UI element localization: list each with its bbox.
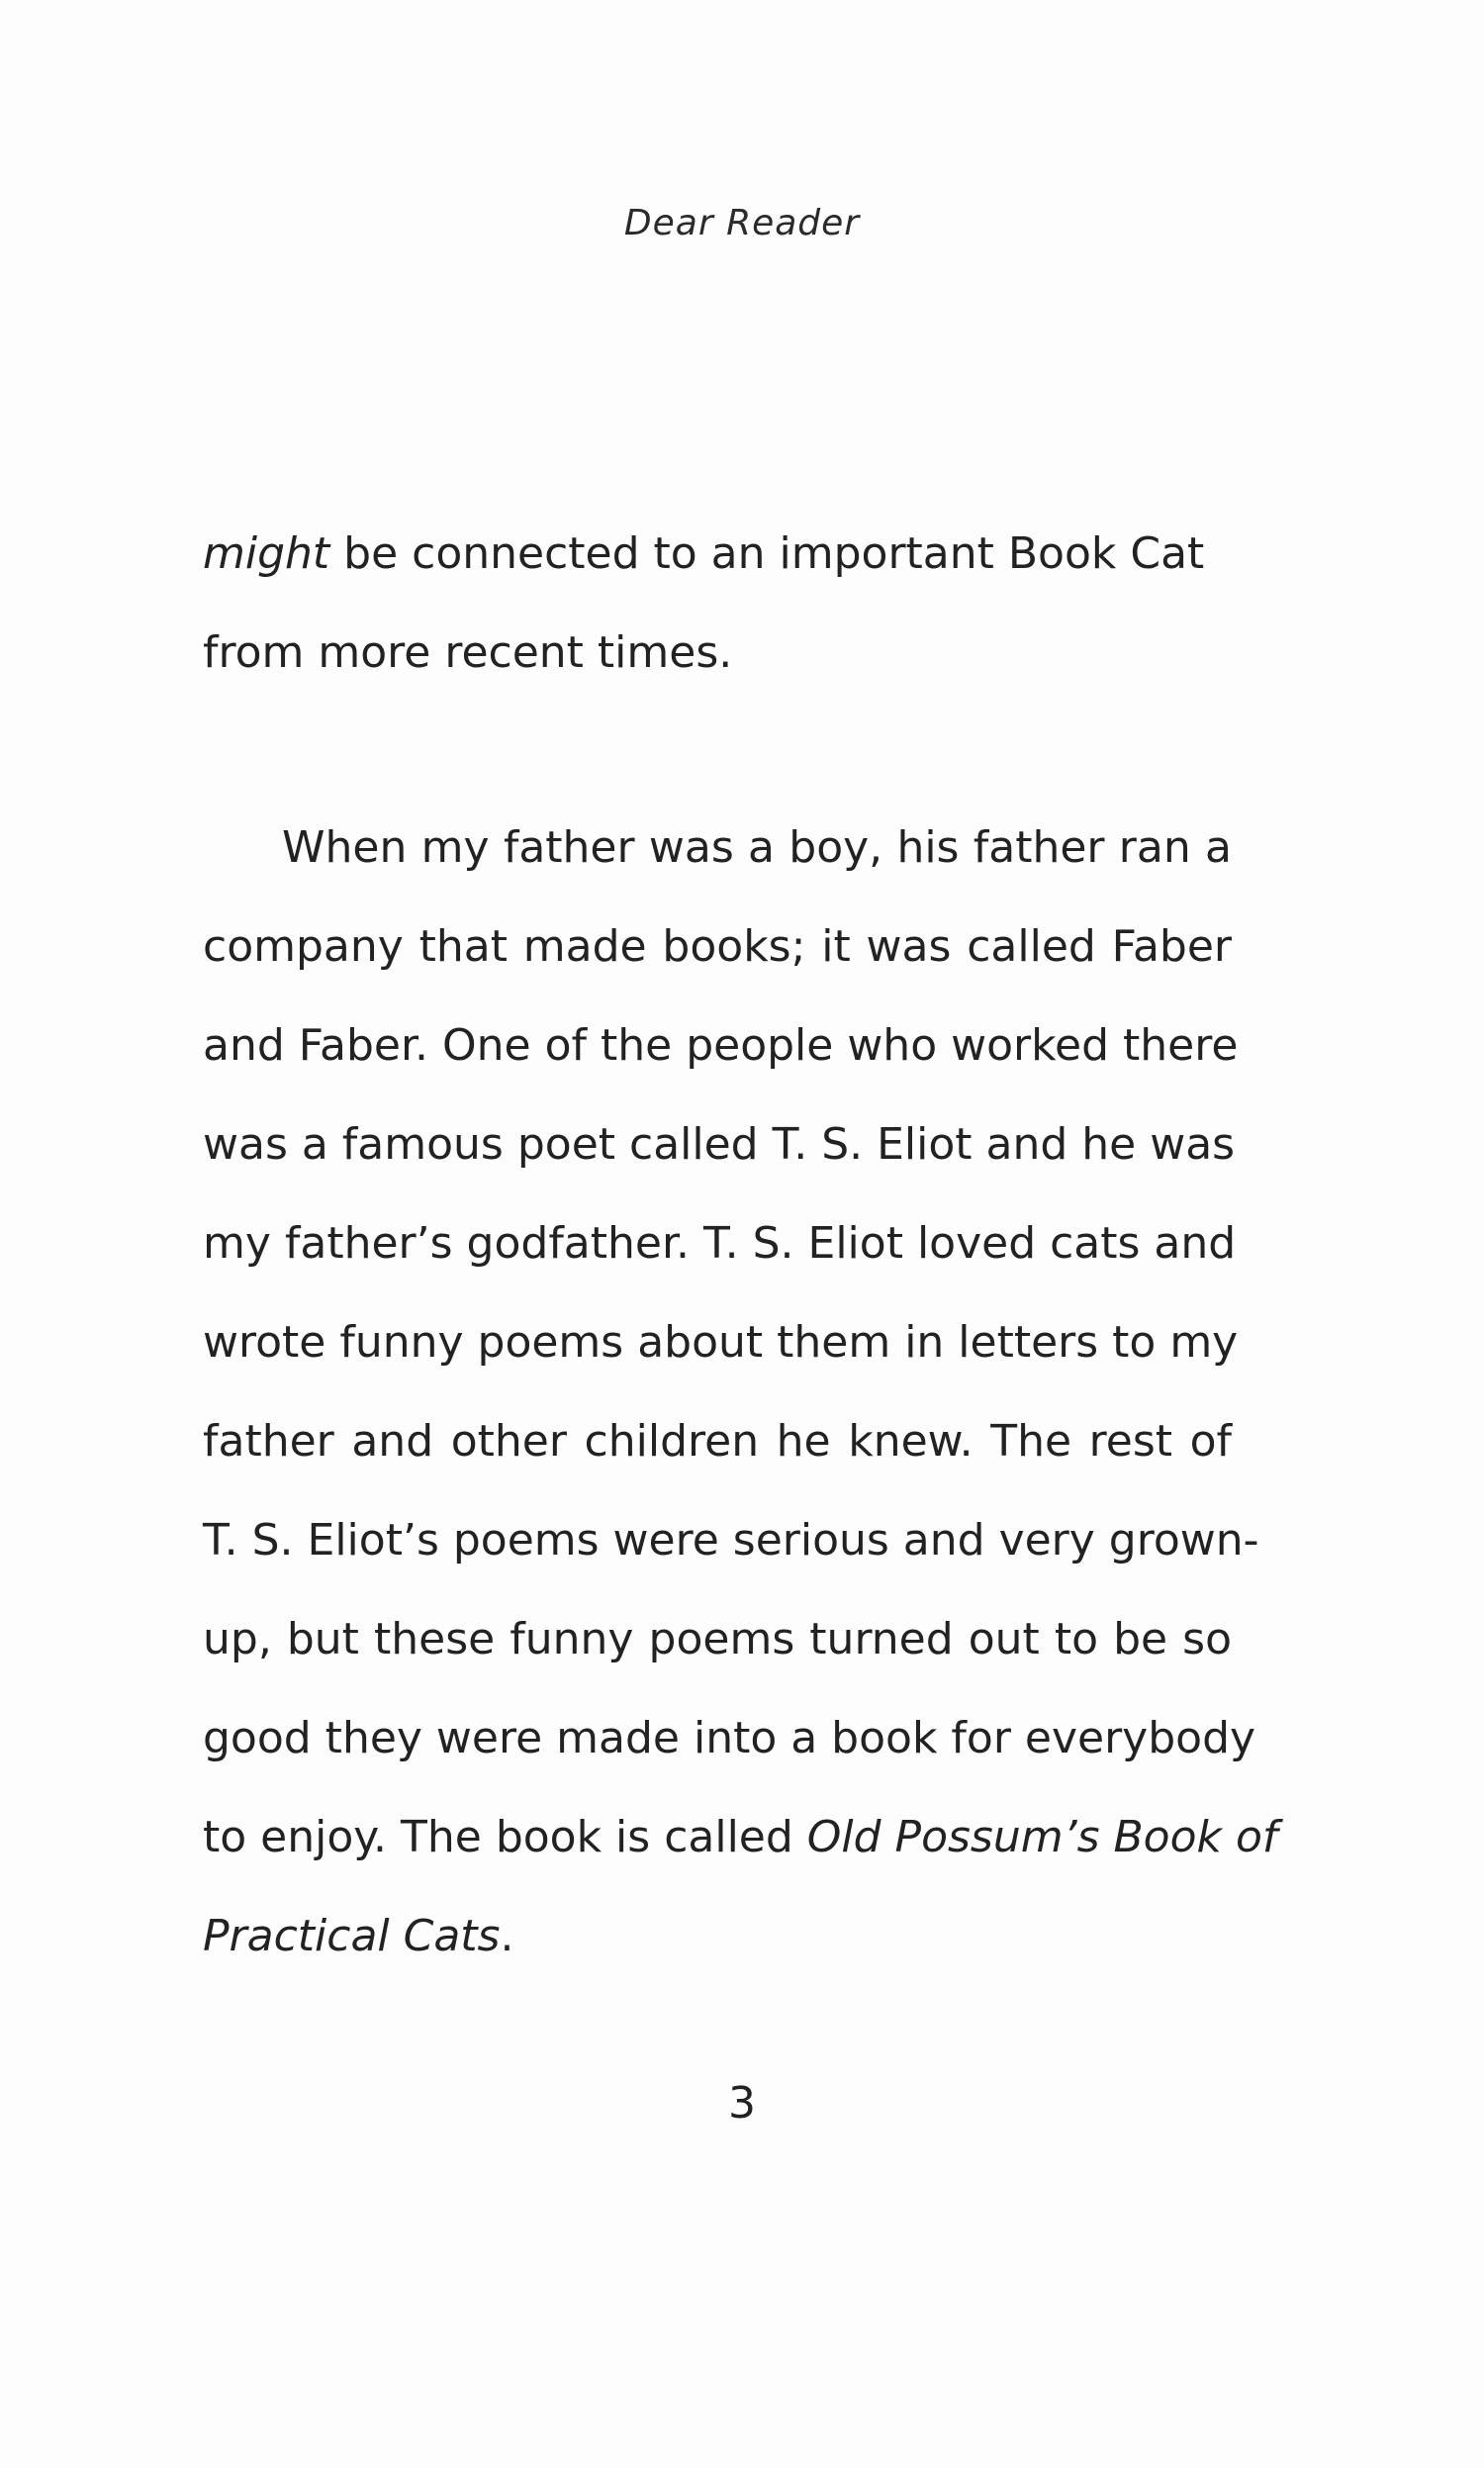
paragraph-1-line-1 (203, 505, 1232, 604)
paragraph-2-line-2: company that made books; it was called Faber (203, 921, 1232, 972)
paragraph-2-line-6: wrote funny poems about them in letters to my (203, 1317, 1239, 1368)
paragraph-gap (203, 703, 1232, 799)
running-head: Dear Reader (623, 203, 861, 243)
body-text (203, 505, 1278, 1986)
paragraph-2-line-11-text: to enjoy. The book is called (203, 1812, 807, 1862)
paragraph-2-line-7: father and other children he knew. The rest of (203, 1416, 1232, 1467)
book-title-part-2: Practical Cats (203, 1911, 501, 1961)
paragraph-2-line-1: When my father was a boy, his father ran a (282, 822, 1232, 873)
paragraph-2-line-8: T. S. Eliot’s poems were serious and very grown- (203, 1515, 1259, 1566)
paragraph-2-line-9: up, but these funny poems turned out to be so (203, 1614, 1232, 1664)
paragraph-2-line-10: good they were made into a book for everybody (203, 1713, 1256, 1763)
emphasis-might: might (203, 528, 330, 579)
paragraph-1-line-2: from more recent times. (203, 627, 733, 678)
paragraph-2-line-3: and Faber. One of the people who worked there (203, 1020, 1239, 1071)
paragraph-2-line-11 (203, 1788, 1278, 1887)
paragraph-1-line-1-text: be connected to an important Book Cat (329, 528, 1205, 579)
paragraph-2-line-4: was a famous poet called T. S. Eliot and he was (203, 1119, 1236, 1170)
paragraph-2-line-12 (203, 1887, 1232, 1986)
paragraph-2-line-12-end: . (500, 1911, 514, 1961)
page-number: 3 (728, 2078, 756, 2129)
book-title-part-1: Old Possum’s Book of (806, 1812, 1278, 1862)
paragraph-2-line-5: my father’s godfather. T. S. Eliot loved cats and (203, 1218, 1237, 1269)
